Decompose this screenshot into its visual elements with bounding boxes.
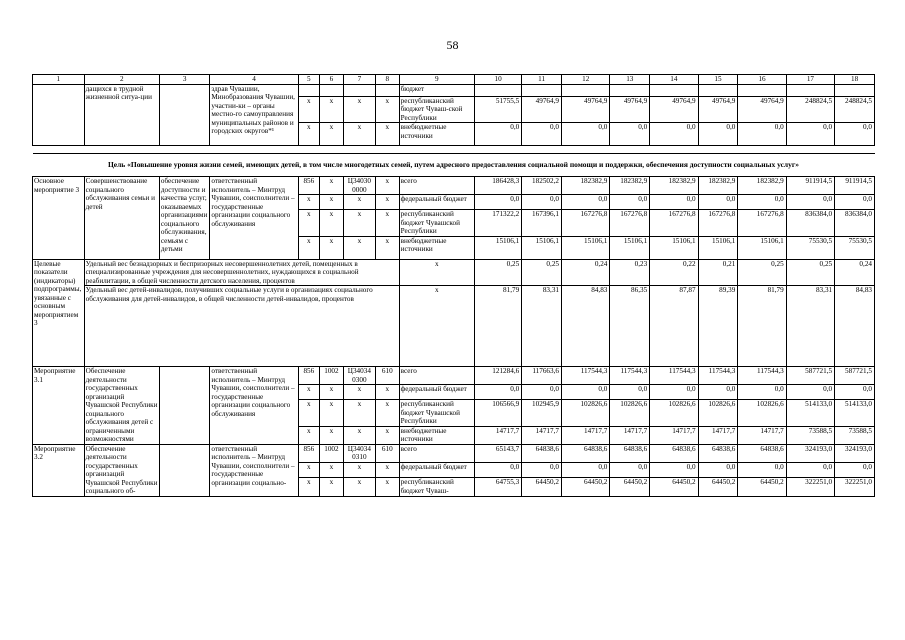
vr-code-cell: x [375, 400, 399, 426]
amount-cell: 73588,5 [835, 426, 875, 444]
rz-code-cell: x [320, 97, 344, 123]
vr-code-cell: x [375, 478, 399, 496]
amount-cell: 64755,3 [474, 478, 521, 496]
amount-cell [522, 85, 562, 97]
amount-cell [474, 85, 521, 97]
amount-cell: 49764,9 [738, 97, 786, 123]
amount-cell: 0,0 [610, 195, 650, 210]
funding-source-cell: внебюджетные источники [399, 123, 474, 146]
indicator-value-cell: 0,25 [522, 259, 562, 285]
funding-source-cell: республиканский бюджет Чуваш-ской Республики [399, 97, 474, 123]
indicator-value-cell: 81,79 [738, 286, 786, 367]
amount-cell: 911914,5 [786, 177, 834, 195]
vr-code-cell: x [375, 195, 399, 210]
rz-code-cell: 1002 [320, 367, 344, 385]
rz-code-cell: x [320, 210, 344, 236]
amount-cell: 0,0 [522, 463, 562, 478]
amount-cell: 49764,9 [610, 97, 650, 123]
gr-code-cell: x [298, 195, 320, 210]
indicator-value-cell: 81,79 [474, 286, 521, 367]
amount-cell: 121284,6 [474, 367, 521, 385]
amount-cell: 51755,5 [474, 97, 521, 123]
amount-cell: 514133,0 [835, 400, 875, 426]
amount-cell: 15106,1 [738, 236, 786, 259]
gr-code-cell [298, 85, 320, 97]
csr-code-cell: Ц34030 0000 [343, 177, 375, 195]
column-number-cell: 10 [474, 75, 521, 85]
amount-cell: 64450,2 [698, 478, 738, 496]
indicator-value-cell: 0,25 [738, 259, 786, 285]
table-row [33, 444, 875, 462]
rz-code-cell: x [320, 478, 344, 496]
gr-code-cell: x [298, 426, 320, 444]
amount-cell: 322251,0 [835, 478, 875, 496]
amount-cell: 186428,3 [474, 177, 521, 195]
amount-cell: 182382,9 [650, 177, 698, 195]
table-body [33, 75, 875, 497]
rz-code-cell: x [320, 177, 344, 195]
vr-code-cell: x [375, 123, 399, 146]
gr-code-cell: x [298, 463, 320, 478]
amount-cell: 14717,7 [522, 426, 562, 444]
table-row [33, 75, 875, 85]
column-number-cell: 16 [738, 75, 786, 85]
amount-cell: 0,0 [738, 385, 786, 400]
activity-cell [33, 85, 85, 146]
rz-code-cell: x [320, 236, 344, 259]
indicator-marker-cell: x [399, 286, 474, 367]
budget-table [32, 74, 875, 497]
amount-cell: 836384,0 [835, 210, 875, 236]
amount-cell: 0,0 [650, 463, 698, 478]
amount-cell: 14717,7 [650, 426, 698, 444]
table-row [33, 85, 875, 97]
gr-code-cell: x [298, 478, 320, 496]
indicator-value-cell: 86,35 [610, 286, 650, 367]
gr-code-cell: x [298, 210, 320, 236]
amount-cell: 49764,9 [522, 97, 562, 123]
amount-cell [610, 85, 650, 97]
amount-cell: 117544,3 [650, 367, 698, 385]
indicator-value-cell: 0,24 [562, 259, 610, 285]
amount-cell: 75530,5 [835, 236, 875, 259]
amount-cell [562, 85, 610, 97]
task-cell: обеспечение доступности и качества услуг, оказываемых организациями социального обслуживания, семьям с детьми [159, 177, 210, 259]
amount-cell: 0,0 [562, 463, 610, 478]
amount-cell: 102826,6 [738, 400, 786, 426]
vr-code-cell: 610 [375, 367, 399, 385]
csr-code-cell: Ц34034 0310 [343, 444, 375, 462]
activity-name-cell: дащихся в трудной жизненной ситуа-ции [84, 85, 159, 146]
gr-code-cell: 856 [298, 367, 320, 385]
amount-cell: 167276,8 [698, 210, 738, 236]
amount-cell: 0,0 [522, 123, 562, 146]
amount-cell: 911914,5 [835, 177, 875, 195]
amount-cell: 0,0 [650, 123, 698, 146]
amount-cell: 49764,9 [562, 97, 610, 123]
vr-code-cell: x [375, 210, 399, 236]
amount-cell: 0,0 [698, 123, 738, 146]
amount-cell: 167276,8 [738, 210, 786, 236]
task-cell [159, 367, 210, 444]
column-number-cell: 4 [210, 75, 298, 85]
csr-code-cell: x [343, 123, 375, 146]
amount-cell [738, 85, 786, 97]
column-number-cell: 15 [698, 75, 738, 85]
table-row [33, 259, 875, 285]
activity-cell: Мероприятие 3.2 [33, 444, 85, 496]
activity-cell: Мероприятие 3.1 [33, 367, 85, 444]
amount-cell: 64838,6 [562, 444, 610, 462]
task-cell [159, 85, 210, 146]
funding-source-cell: республиканский бюджет Чуваш- [399, 478, 474, 496]
csr-code-cell: x [343, 463, 375, 478]
amount-cell: 0,0 [610, 385, 650, 400]
amount-cell: 0,0 [738, 123, 786, 146]
amount-cell: 0,0 [474, 385, 521, 400]
gr-code-cell: 856 [298, 177, 320, 195]
amount-cell: 836384,0 [786, 210, 834, 236]
amount-cell: 65143,7 [474, 444, 521, 462]
amount-cell [698, 85, 738, 97]
amount-cell: 171322,2 [474, 210, 521, 236]
amount-cell: 0,0 [786, 195, 834, 210]
funding-source-cell: федеральный бюджет [399, 195, 474, 210]
amount-cell: 102826,6 [650, 400, 698, 426]
amount-cell: 64450,2 [562, 478, 610, 496]
amount-cell: 106566,9 [474, 400, 521, 426]
amount-cell: 182502,2 [522, 177, 562, 195]
executor-cell: здрав Чувашии, Минобразования Чувашии, участни-ки – органы местно-го самоуправления муниципальных районов и городских округов*¹ [210, 85, 298, 146]
csr-code-cell: x [343, 210, 375, 236]
csr-code-cell: x [343, 97, 375, 123]
page-number: 58 [446, 38, 459, 52]
amount-cell: 64838,6 [738, 444, 786, 462]
amount-cell: 0,0 [698, 463, 738, 478]
funding-source-cell: бюджет [399, 85, 474, 97]
amount-cell: 102826,6 [562, 400, 610, 426]
gr-code-cell: x [298, 400, 320, 426]
amount-cell: 514133,0 [786, 400, 834, 426]
task-cell [159, 444, 210, 496]
amount-cell: 15106,1 [562, 236, 610, 259]
amount-cell: 102945,9 [522, 400, 562, 426]
executor-cell: ответственный исполнитель – Минтруд Чувашии, соисполнители – государственные организации социального обслуживания [210, 177, 298, 259]
column-number-cell: 11 [522, 75, 562, 85]
amount-cell [786, 85, 834, 97]
column-number-cell: 14 [650, 75, 698, 85]
amount-cell: 0,0 [786, 385, 834, 400]
indicator-value-cell: 0,25 [474, 259, 521, 285]
amount-cell: 0,0 [562, 195, 610, 210]
activity-name-cell: Обеспечение деятельности государственных организаций Чувашской Республики социального об- [85, 444, 158, 496]
target-indicators-cell: Целевые показатели (индикаторы) подпрограммы, увязанные с основным мероприятием 3 [33, 259, 85, 366]
indicator-value-cell: 89,39 [698, 286, 738, 367]
amount-cell: 587721,5 [835, 367, 875, 385]
csr-code-cell: x [343, 195, 375, 210]
amount-cell: 0,0 [562, 385, 610, 400]
amount-cell: 0,0 [786, 463, 834, 478]
indicator-value-cell: 0,25 [786, 259, 834, 285]
table-row [33, 367, 875, 385]
amount-cell: 117663,6 [522, 367, 562, 385]
amount-cell: 324193,0 [835, 444, 875, 462]
amount-cell: 0,0 [738, 463, 786, 478]
amount-cell: 14717,7 [610, 426, 650, 444]
amount-cell: 248824,5 [786, 97, 834, 123]
table-row [33, 286, 875, 367]
amount-cell: 248824,5 [835, 97, 875, 123]
amount-cell: 64838,6 [522, 444, 562, 462]
amount-cell: 587721,5 [786, 367, 834, 385]
amount-cell: 102826,6 [698, 400, 738, 426]
csr-code-cell: x [343, 400, 375, 426]
amount-cell [650, 85, 698, 97]
amount-cell: 14717,7 [738, 426, 786, 444]
column-number-cell: 6 [320, 75, 344, 85]
gr-code-cell: x [298, 385, 320, 400]
vr-code-cell: x [375, 236, 399, 259]
csr-code-cell: x [343, 236, 375, 259]
amount-cell: 0,0 [474, 195, 521, 210]
vr-code-cell [375, 85, 399, 97]
rz-code-cell: x [320, 123, 344, 146]
amount-cell: 0,0 [610, 123, 650, 146]
indicator-value-cell: 0,24 [835, 259, 875, 285]
amount-cell: 64450,2 [610, 478, 650, 496]
amount-cell: 0,0 [835, 123, 875, 146]
amount-cell: 182382,9 [698, 177, 738, 195]
column-number-cell: 2 [84, 75, 159, 85]
amount-cell: 182382,9 [562, 177, 610, 195]
funding-source-cell: республиканский бюджет Чувашской Республики [399, 210, 474, 236]
rz-code-cell: x [320, 426, 344, 444]
amount-cell: 0,0 [610, 463, 650, 478]
amount-cell: 0,0 [562, 123, 610, 146]
amount-cell: 64450,2 [738, 478, 786, 496]
column-number-cell: 9 [399, 75, 474, 85]
csr-code-cell: x [343, 426, 375, 444]
indicator-value-cell: 83,31 [786, 286, 834, 367]
amount-cell: 14717,7 [698, 426, 738, 444]
indicator-text-cell: Удельный вес детей-инвалидов, получивших социальные услуги в организациях социального обслуживания для детей-инвалидов, в общей численности детей-инвалидов, процентов [84, 286, 399, 367]
vr-code-cell: x [375, 177, 399, 195]
indicator-value-cell: 87,87 [650, 286, 698, 367]
amount-cell: 0,0 [650, 385, 698, 400]
goal-title: Цель «Повышение уровня жизни семей, имеющих детей, в том числе многодетных семей, путем адресного предоставления социальной помощи и поддержки, обеспечения доступности социальных услуг» [33, 154, 875, 177]
column-number-cell: 12 [562, 75, 610, 85]
csr-code-cell: x [343, 385, 375, 400]
gr-code-cell: x [298, 236, 320, 259]
csr-code-cell: x [343, 478, 375, 496]
rz-code-cell: x [320, 400, 344, 426]
vr-code-cell: x [375, 97, 399, 123]
indicator-value-cell: 84,83 [835, 286, 875, 367]
amount-cell: 64838,6 [650, 444, 698, 462]
executor-cell: ответственный исполнитель – Минтруд Чувашии, соисполнители – государственные организации социально- [210, 444, 298, 496]
gr-code-cell: x [298, 97, 320, 123]
amount-cell: 0,0 [474, 463, 521, 478]
amount-cell: 117544,3 [610, 367, 650, 385]
amount-cell: 49764,9 [650, 97, 698, 123]
amount-cell: 0,0 [698, 385, 738, 400]
amount-cell: 15106,1 [522, 236, 562, 259]
table-row [33, 146, 875, 154]
column-number-cell: 8 [375, 75, 399, 85]
column-number-cell: 7 [343, 75, 375, 85]
amount-cell: 64450,2 [650, 478, 698, 496]
activity-name-cell: Обеспечение деятельности государственных организаций Чувашской Республики социального обслуживания детей с ограниченными возможностями [85, 367, 158, 444]
amount-cell: 0,0 [738, 195, 786, 210]
rz-code-cell [320, 85, 344, 97]
amount-cell: 0,0 [698, 195, 738, 210]
funding-source-cell: всего [399, 444, 474, 462]
amount-cell: 14717,7 [474, 426, 521, 444]
amount-cell: 49764,9 [698, 97, 738, 123]
column-number-cell: 18 [835, 75, 875, 85]
amount-cell: 167276,8 [562, 210, 610, 236]
rz-code-cell: x [320, 195, 344, 210]
csr-code-cell: Ц34034 0300 [343, 367, 375, 385]
indicator-value-cell: 0,23 [610, 259, 650, 285]
rz-code-cell: x [320, 385, 344, 400]
amount-cell: 15106,1 [698, 236, 738, 259]
funding-source-cell: федеральный бюджет [399, 463, 474, 478]
amount-cell: 15106,1 [474, 236, 521, 259]
amount-cell: 64838,6 [610, 444, 650, 462]
activity-name-cell: Совершенствование социального обслуживания семьи и детей [84, 177, 159, 259]
amount-cell: 167276,8 [610, 210, 650, 236]
amount-cell: 0,0 [835, 385, 875, 400]
column-number-cell: 17 [786, 75, 834, 85]
amount-cell: 15106,1 [650, 236, 698, 259]
amount-cell: 0,0 [786, 123, 834, 146]
amount-cell: 64838,6 [698, 444, 738, 462]
amount-cell: 322251,0 [786, 478, 834, 496]
amount-cell: 117544,3 [738, 367, 786, 385]
amount-cell: 167396,1 [522, 210, 562, 236]
spacer-cell [33, 146, 875, 154]
amount-cell: 14717,7 [562, 426, 610, 444]
indicator-value-cell: 0,22 [650, 259, 698, 285]
indicator-value-cell: 83,31 [522, 286, 562, 367]
vr-code-cell: x [375, 385, 399, 400]
amount-cell: 182382,9 [738, 177, 786, 195]
amount-cell: 117544,3 [698, 367, 738, 385]
gr-code-cell: 856 [298, 444, 320, 462]
gr-code-cell: x [298, 123, 320, 146]
column-number-cell: 1 [33, 75, 85, 85]
amount-cell: 0,0 [474, 123, 521, 146]
indicator-text-cell: Удельный вес безнадзорных и беспризорных несовершеннолетних детей, помещенных в специализированные учреждения для несовершеннолетних, нуждающихся в социальной реабилитации, в общей численности детского населения, процентов [84, 259, 399, 285]
funding-source-cell: всего [399, 177, 474, 195]
rz-code-cell: 1002 [320, 444, 344, 462]
amount-cell: 64450,2 [522, 478, 562, 496]
executor-cell: ответственный исполнитель – Минтруд Чувашии, соисполнители – государственные организации социального обслуживания [210, 367, 298, 444]
indicator-marker-cell: x [399, 259, 474, 285]
indicator-value-cell: 84,83 [562, 286, 610, 367]
funding-source-cell: республиканский бюджет Чувашской Республики [399, 400, 474, 426]
amount-cell: 324193,0 [786, 444, 834, 462]
amount-cell: 102826,6 [610, 400, 650, 426]
funding-source-cell: внебюджетные источники [399, 236, 474, 259]
vr-code-cell: 610 [375, 444, 399, 462]
activity-cell: Основное мероприятие 3 [33, 177, 85, 259]
amount-cell: 15106,1 [610, 236, 650, 259]
indicator-value-cell: 0,21 [698, 259, 738, 285]
amount-cell: 0,0 [522, 385, 562, 400]
funding-source-cell: федеральный бюджет [399, 385, 474, 400]
column-number-cell: 5 [298, 75, 320, 85]
amount-cell: 0,0 [522, 195, 562, 210]
rz-code-cell: x [320, 463, 344, 478]
amount-cell: 117544,3 [562, 367, 610, 385]
funding-source-cell: всего [399, 367, 474, 385]
amount-cell: 0,0 [650, 195, 698, 210]
amount-cell: 167276,8 [650, 210, 698, 236]
table-row [33, 177, 875, 195]
amount-cell: 182382,9 [610, 177, 650, 195]
csr-code-cell [343, 85, 375, 97]
amount-cell: 73588,5 [786, 426, 834, 444]
amount-cell: 75530,5 [786, 236, 834, 259]
amount-cell: 0,0 [835, 463, 875, 478]
column-number-cell: 13 [610, 75, 650, 85]
amount-cell [835, 85, 875, 97]
vr-code-cell: x [375, 463, 399, 478]
funding-source-cell: внебюджетные источники [399, 426, 474, 444]
table-row [33, 154, 875, 177]
vr-code-cell: x [375, 426, 399, 444]
column-number-cell: 3 [159, 75, 210, 85]
amount-cell: 0,0 [835, 195, 875, 210]
